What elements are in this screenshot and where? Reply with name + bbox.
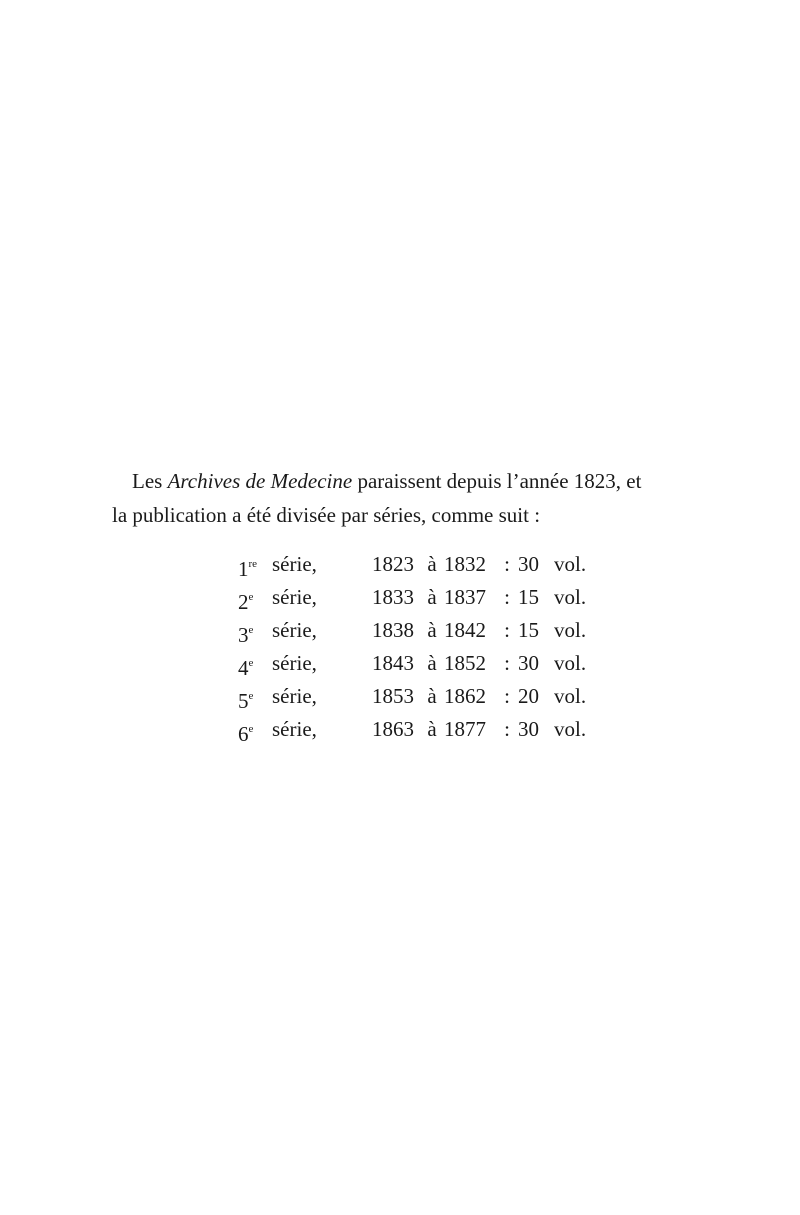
series-to: à xyxy=(427,585,437,609)
series-row-6 xyxy=(238,713,594,746)
series-end-year: 1852 xyxy=(444,651,486,675)
series-start-year: 1853 xyxy=(372,684,414,708)
intro-text-before-title: Les xyxy=(132,469,168,493)
series-volume-count: 15 xyxy=(518,618,539,642)
journal-title: Archives de Medecine xyxy=(167,469,353,493)
series-row-4 xyxy=(238,647,594,680)
series-colon: : xyxy=(504,684,510,708)
series-end-year: 1842 xyxy=(444,618,486,642)
series-colon: : xyxy=(504,717,510,741)
series-volume-count: 20 xyxy=(518,684,539,708)
series-word: série, xyxy=(272,717,317,741)
series-volume-unit: vol. xyxy=(554,618,587,642)
series-volume-unit: vol. xyxy=(554,585,587,609)
intro-line-1 xyxy=(112,464,692,498)
intro-line-2: la publication a été divisée par séries, comme suit : xyxy=(112,503,541,527)
series-start-year: 1833 xyxy=(372,585,414,609)
series-to: à xyxy=(427,717,437,741)
series-to: à xyxy=(427,684,437,708)
series-row-1 xyxy=(238,548,594,581)
series-ordinal: 6e xyxy=(238,722,254,746)
series-row-3 xyxy=(238,614,594,647)
series-start-year: 1823 xyxy=(372,552,414,576)
series-volume-unit: vol. xyxy=(554,552,587,576)
series-word: série, xyxy=(272,618,317,642)
series-colon: : xyxy=(504,651,510,675)
series-word: série, xyxy=(272,552,317,576)
series-start-year: 1863 xyxy=(372,717,414,741)
intro-text-after-title: paraissent depuis l’année 1823, et xyxy=(352,469,642,493)
series-ordinal: 3e xyxy=(238,623,254,647)
series-to: à xyxy=(427,618,437,642)
series-row-2 xyxy=(238,581,594,614)
series-ordinal: 4e xyxy=(238,656,254,680)
series-volume-count: 15 xyxy=(518,585,539,609)
series-volume-unit: vol. xyxy=(554,651,587,675)
series-ordinal: 1re xyxy=(238,557,258,581)
series-to: à xyxy=(427,552,437,576)
series-start-year: 1843 xyxy=(372,651,414,675)
series-to: à xyxy=(427,651,437,675)
series-end-year: 1832 xyxy=(444,552,486,576)
series-volume-count: 30 xyxy=(518,552,539,576)
series-volume-count: 30 xyxy=(518,651,539,675)
intro-paragraph xyxy=(112,464,692,532)
series-colon: : xyxy=(504,585,510,609)
series-list xyxy=(238,548,594,746)
series-ordinal: 5e xyxy=(238,689,254,713)
series-volume-count: 30 xyxy=(518,717,539,741)
series-colon: : xyxy=(504,618,510,642)
series-word: série, xyxy=(272,684,317,708)
series-word: série, xyxy=(272,585,317,609)
series-ordinal: 2e xyxy=(238,590,254,614)
series-end-year: 1877 xyxy=(444,717,486,741)
series-start-year: 1838 xyxy=(372,618,414,642)
series-end-year: 1837 xyxy=(444,585,486,609)
series-word: série, xyxy=(272,651,317,675)
series-volume-unit: vol. xyxy=(554,717,587,741)
series-row-5 xyxy=(238,680,594,713)
series-end-year: 1862 xyxy=(444,684,486,708)
series-colon: : xyxy=(504,552,510,576)
series-volume-unit: vol. xyxy=(554,684,587,708)
